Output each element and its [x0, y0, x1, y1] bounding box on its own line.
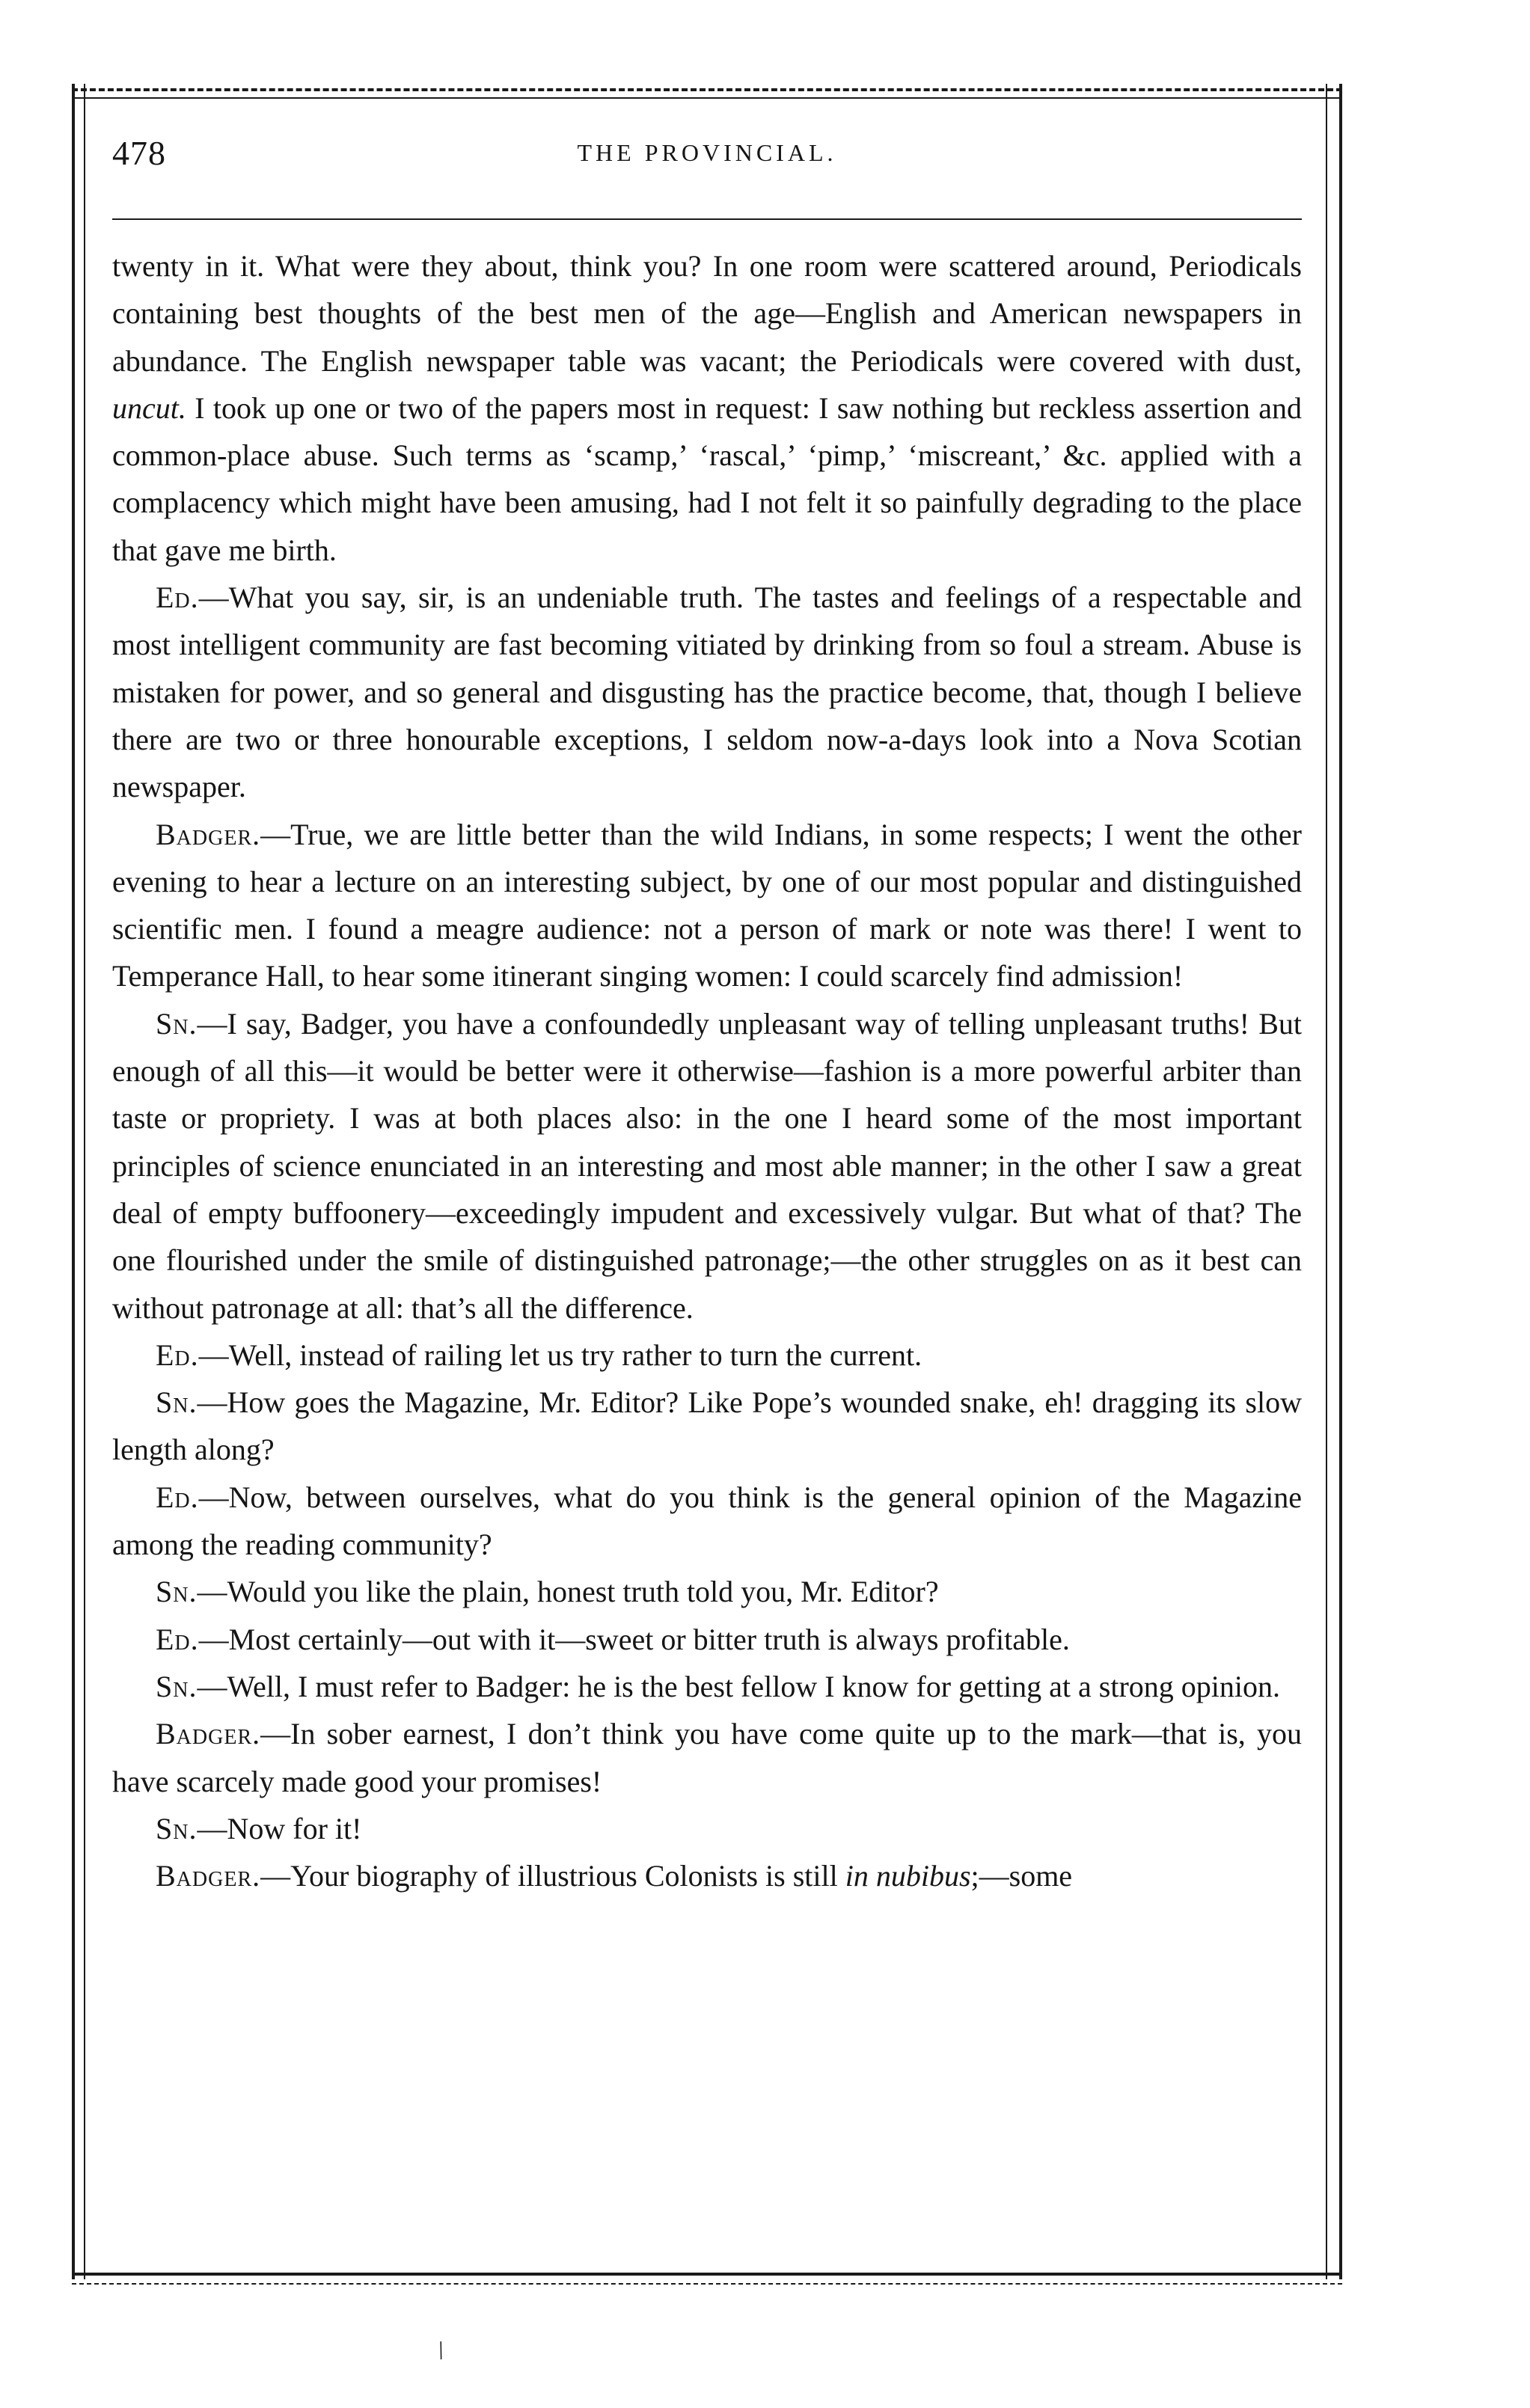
speaker-name: Sn.	[156, 1575, 198, 1609]
paragraph-text: —Well, instead of railing let us try rather to turn the current.	[198, 1338, 922, 1372]
italic-text: in nubibus	[845, 1859, 971, 1893]
speaker-name: Ed.	[156, 1338, 199, 1372]
speaker-name: Ed.	[156, 580, 199, 615]
paragraph	[112, 1000, 1302, 1332]
bottom-rule-dashed	[72, 2283, 1342, 2285]
stray-mark: /	[432, 2336, 450, 2365]
paragraph	[112, 1852, 1302, 1899]
paragraph	[112, 1379, 1302, 1474]
paragraph-text: —Your biography of illustrious Colonists is still	[260, 1859, 845, 1893]
page-header	[112, 133, 1302, 186]
paragraph	[112, 1710, 1302, 1805]
paragraph-text: —What you say, sir, is an undeniable truth. The tastes and feelings of a respectable and most intelligent community are fast becoming vitiated by drinking from so foul a stream. Abuse is mistaken for power, and so general and disgusting has the practice become, that, though I believe there are two or three honourable exceptions, I seldom now-a-days look into a Nova Scotian newspaper.	[112, 580, 1302, 804]
speaker-name: Ed.	[156, 1622, 199, 1656]
paragraph-text: —Most certainly—out with it—sweet or bitter truth is always profitable.	[198, 1622, 1070, 1656]
paragraph-text: —True, we are little better than the wild Indians, in some respects; I went the other evening to hear a lecture on an interesting subject, by one of our most popular and distinguished scientific men. I found a meagre audience: not a person of mark or note was there! I went to Temperance Hall, to hear some itinerant singing women: I could scarcely find admission!	[112, 817, 1302, 993]
paragraph	[112, 1332, 1302, 1379]
paragraph-text: —I say, Badger, you have a confoundedly unpleasant way of telling unpleasant truths! But enough of all this—it would be better were it otherwise—fashion is a more powerful arbiter than taste or propriety. I was at both places also: in the one I heard some of the most important principles of science enunciated in an interesting and most able manner; in the other I saw a great deal of empty buffoonery—exceedingly impudent and excessively vulgar. But what of that? The one flourished under the smile of distinguished patronage;—the other struggles on as it best can without patronage at all: that’s all the difference.	[112, 1006, 1302, 1325]
speaker-name: Badger.	[156, 1717, 261, 1751]
paragraph-text: I took up one or two of the papers most in request: I saw nothing but reckless assertion and common-place abuse. Such terms as ‘scamp,’ ‘rascal,’ ‘pimp,’ ‘miscreant,’ &c. applied with a complacency which might have been amusing, had I not felt it so painfully degrading to the place that gave me birth.	[112, 390, 1302, 567]
paragraph-text: ;—some	[970, 1859, 1073, 1893]
speaker-name: Ed.	[156, 1480, 199, 1514]
top-rule-dashed	[72, 88, 1342, 91]
paragraph-text: —In sober earnest, I don’t think you have come quite up to the mark—that is, you have scarcely made good your promises!	[112, 1717, 1302, 1798]
paragraph	[112, 811, 1302, 1000]
inner-left-rule	[84, 84, 85, 2279]
paragraph-text: —Would you like the plain, honest truth told you, Mr. Editor?	[197, 1575, 939, 1609]
speaker-name: Sn.	[156, 1669, 198, 1703]
inner-right-rule	[1326, 84, 1327, 2279]
speaker-name: Sn.	[156, 1006, 198, 1041]
top-rule	[72, 97, 1342, 99]
paragraph-text: twenty in it. What were they about, think you? In one room were scattered around, Periodicals containing best thoughts of the best men of the age—English and American newspapers in abundance. The English newspaper table was vacant; the Periodicals were covered with dust,	[112, 249, 1302, 378]
speaker-name: Sn.	[156, 1811, 198, 1845]
bottom-rule	[72, 2273, 1342, 2276]
paragraph	[112, 1568, 1302, 1615]
page-number: 478	[112, 134, 166, 172]
paragraph-text: —Now, between ourselves, what do you think is the general opinion of the Magazine among the reading community?	[112, 1480, 1302, 1562]
paragraph	[112, 1616, 1302, 1663]
paragraph-text: —How goes the Magazine, Mr. Editor? Like Pope’s wounded snake, eh! dragging its slow length along?	[112, 1385, 1302, 1467]
speaker-name: Badger.	[156, 1859, 261, 1893]
paragraph-text: —Now for it!	[197, 1811, 362, 1845]
paragraph	[112, 1805, 1302, 1852]
header-rule	[112, 218, 1302, 220]
running-title: THE PROVINCIAL.	[577, 139, 837, 166]
paragraph-text: —Well, I must refer to Badger: he is the best fellow I know for getting at a strong opinion.	[197, 1669, 1281, 1703]
paragraph	[112, 574, 1302, 810]
italic-text: uncut.	[112, 390, 186, 425]
paragraph	[112, 1474, 1302, 1569]
paragraph	[112, 242, 1302, 574]
speaker-name: Sn.	[156, 1385, 198, 1420]
speaker-name: Badger.	[156, 817, 261, 851]
paragraph	[112, 1663, 1302, 1710]
body-text	[112, 242, 1302, 1899]
